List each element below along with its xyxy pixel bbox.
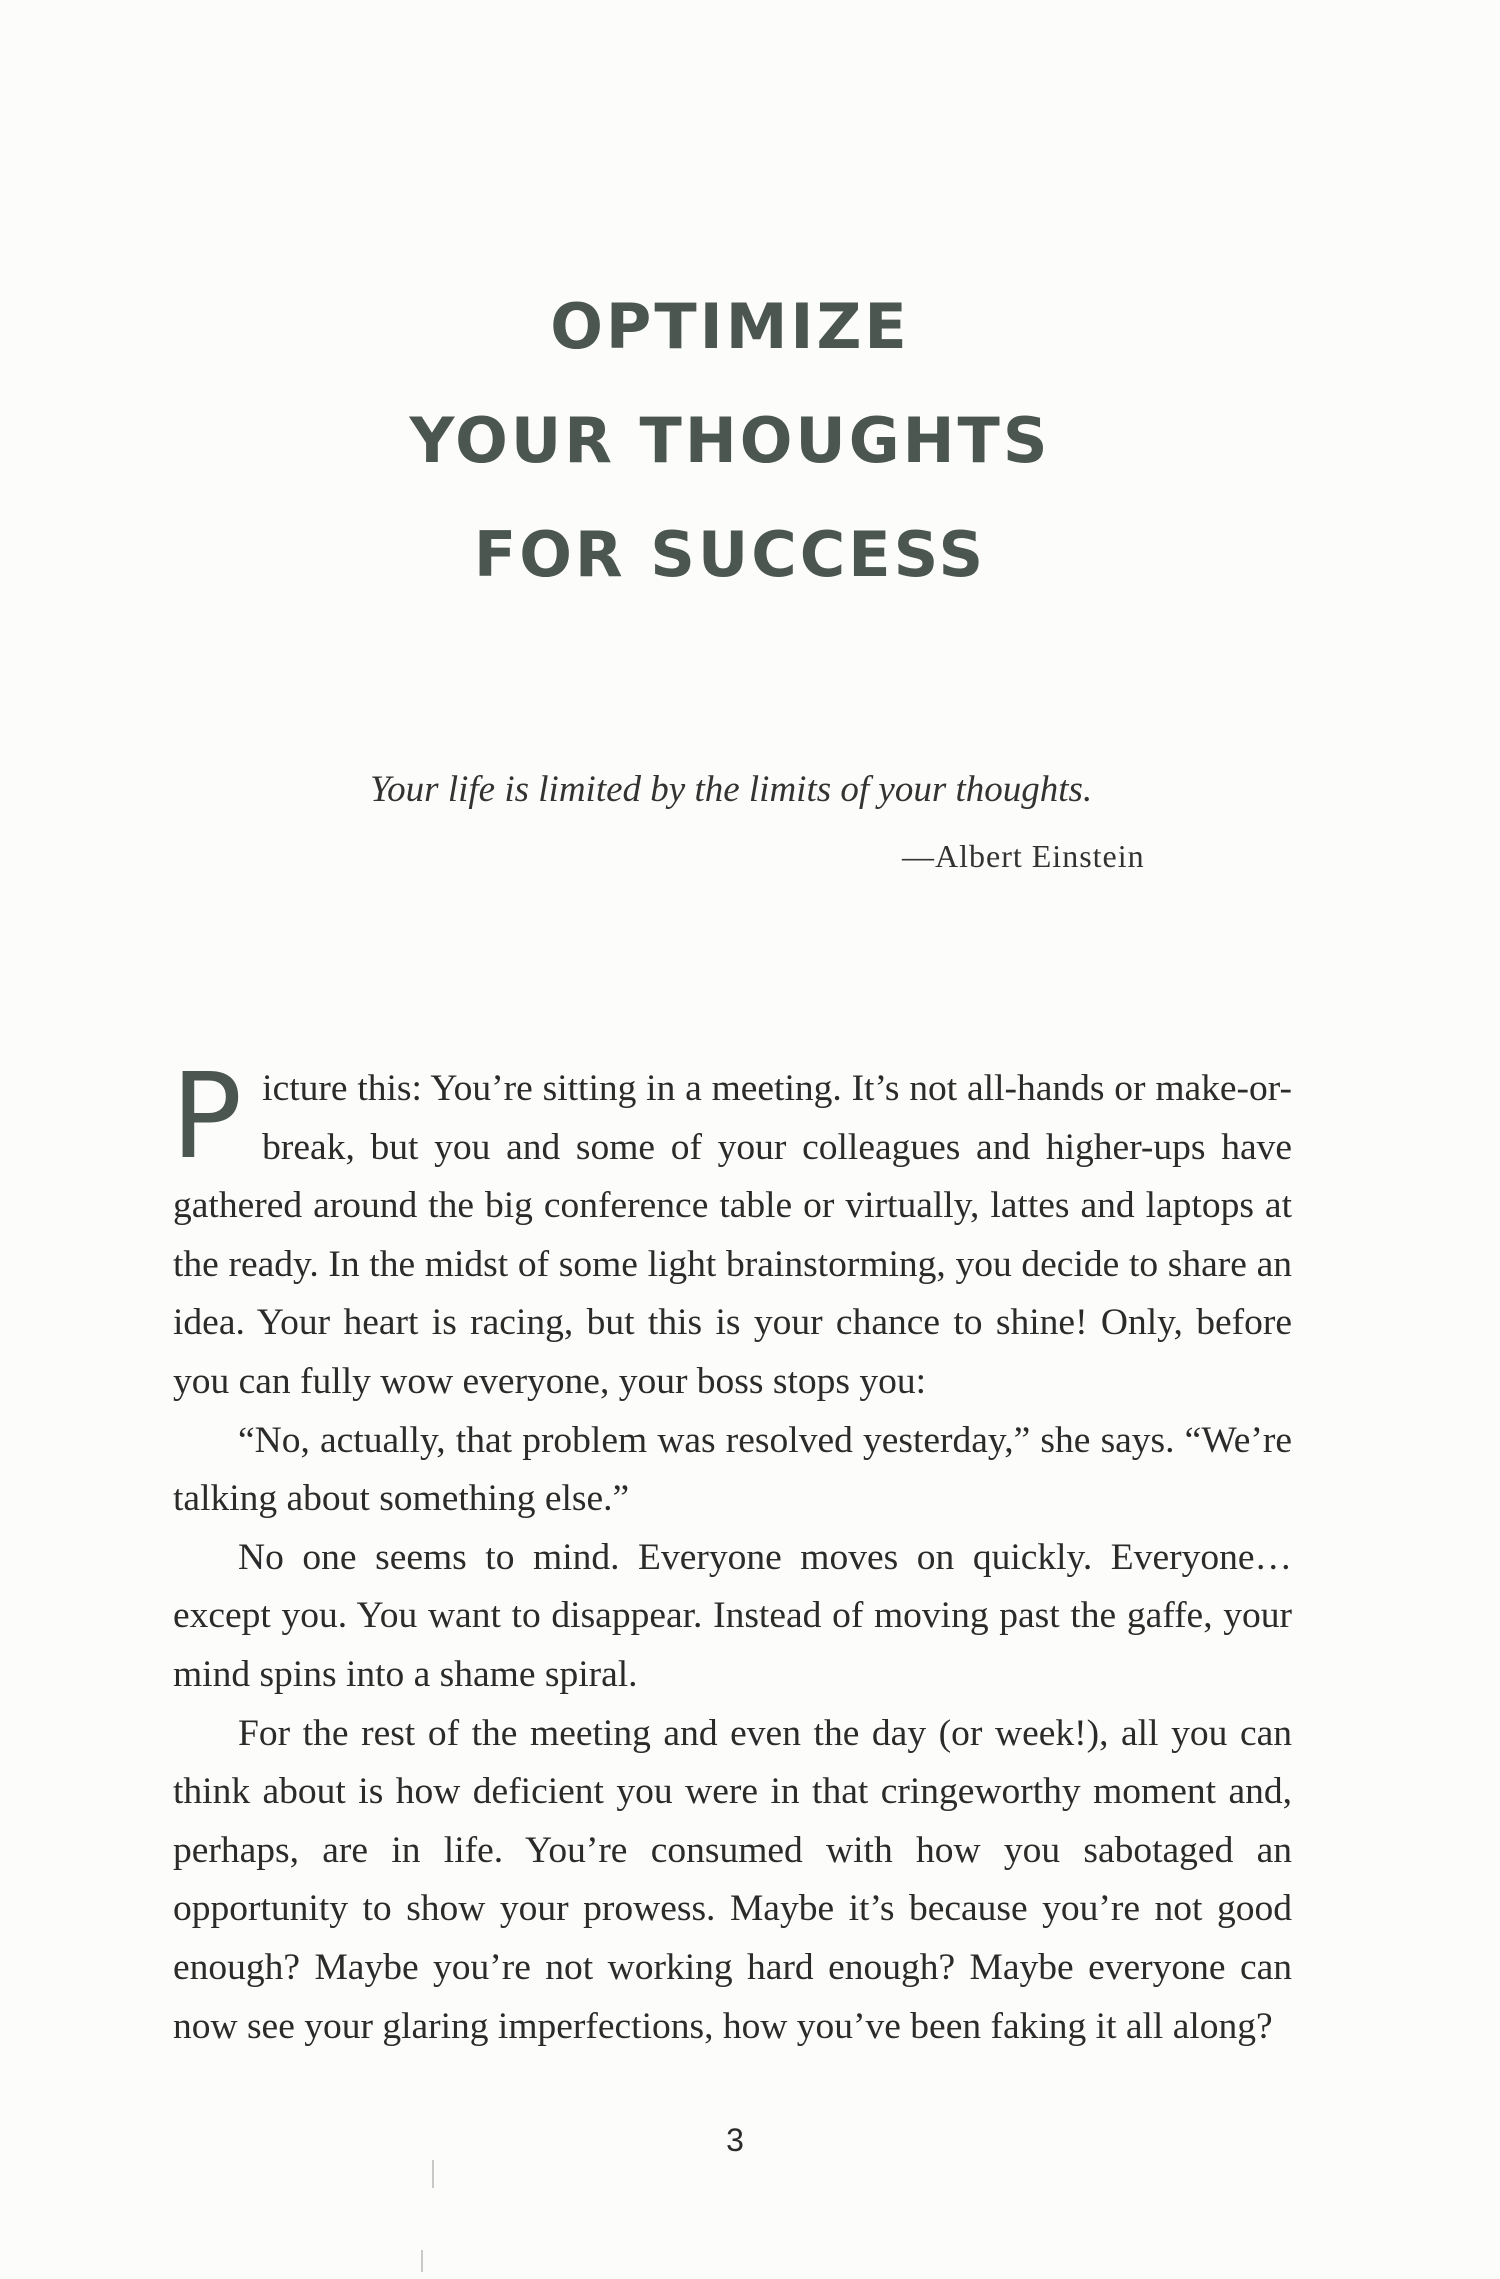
epigraph-attribution: —Albert Einstein	[902, 838, 1145, 874]
body-paragraph-3: No one seems to mind. Everyone moves on quickly. Everyone… except you. You want to disappear. Instead of moving past the gaffe, your mind spins into a shame spiral.	[173, 1536, 1292, 1695]
body-paragraph-4: For the rest of the meeting and even the day (or week!), all you can think about is how deficient you were in that cringeworthy moment and, perhaps, are in life. You’re consumed with how you sabotaged an opportunity to show your prowess. Maybe it’s because you’re not good enough? Maybe you’re not working hard enough? Maybe everyone can now see your glaring imperfections, how you’ve been faking it all along?	[173, 1712, 1292, 2047]
body-text	[171, 1047, 1292, 2056]
page-number: 3	[726, 2122, 744, 2158]
drop-cap: P	[171, 1047, 243, 1185]
chapter-title-line-3: FOR SUCCESS	[473, 518, 987, 591]
chapter-title-line-2: YOUR THOUGHTS	[409, 404, 1051, 477]
chapter-title-line-1: OPTIMIZE	[550, 290, 910, 363]
paragraph-1-text: icture this: You’re sitting in a meeting. It’s not all-hands or make-or-break, but you and some of your colleagues and higher-ups have gathered around the big conference table or virtually, lattes and laptops at the ready. In the midst of some light brainstorming, you decide to share an idea. Your heart is racing, but this is your chance to shine! Only, before you can fully wow everyone, your boss stops you:	[173, 1068, 1292, 1402]
chapter-title	[0, 270, 1460, 612]
epigraph-quote: Your life is limited by the limits of your thoughts.	[370, 769, 1093, 810]
scan-speck	[421, 2250, 423, 2272]
body-paragraph-1	[171, 1047, 1292, 1412]
body-paragraph-2: “No, actually, that problem was resolved yesterday,” she says. “We’re talking about something else.”	[173, 1419, 1292, 1520]
scan-speck	[432, 2160, 434, 2188]
